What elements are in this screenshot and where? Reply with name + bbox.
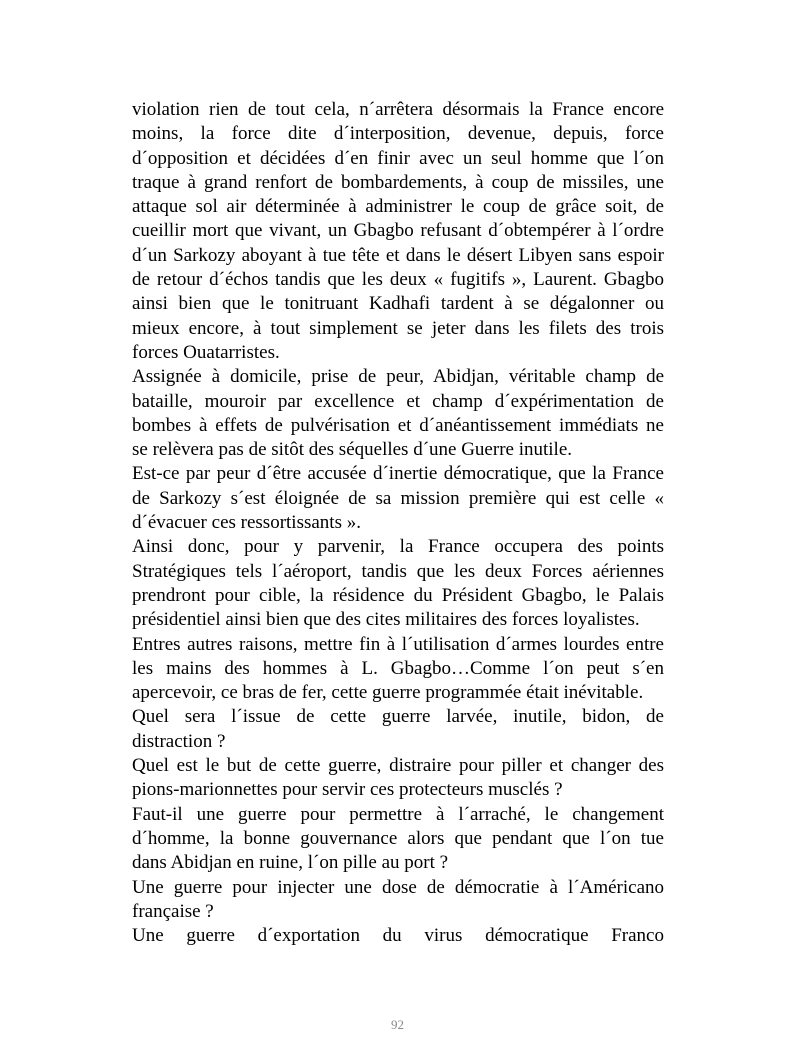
text-line: attaque sol air déterminée à administrer le coup de grâce soit, de — [132, 196, 664, 218]
text-line: Assignée à domicile, prise de peur, Abidjan, véritable champ de — [132, 366, 664, 388]
text-line: moins, la force dite d´interposition, devenue, depuis, force — [132, 123, 664, 145]
text-line: Une guerre pour injecter une dose de démocratie à l´Américano — [132, 876, 664, 898]
paragraph — [132, 754, 664, 803]
text-line: apercevoir, ce bras de fer, cette guerre programmée était inévitable. — [132, 682, 644, 704]
text-line: les mains des hommes à L. Gbagbo…Comme l´on peut s´en — [132, 657, 664, 679]
text-line: pions-marionnettes pour servir ces protecteurs musclés ? — [132, 779, 563, 801]
text-line: de Sarkozy s´est éloignée de sa mission première qui est celle « — [132, 487, 664, 509]
text-line: Entres autres raisons, mettre fin à l´utilisation d´armes lourdes entre — [132, 633, 664, 655]
text-line: française ? — [132, 900, 214, 922]
text-line: traque à grand renfort de bombardements, à coup de missiles, une — [132, 171, 664, 193]
paragraph — [132, 633, 664, 706]
text-line: dans Abidjan en ruine, l´on pille au port ? — [132, 852, 449, 874]
text-line: bombes à effets de pulvérisation et d´anéantissement immédiats ne — [132, 414, 664, 436]
text-line: d´opposition et décidées d´en finir avec un seul homme que l´on — [132, 147, 664, 169]
paragraph — [132, 924, 664, 948]
text-line: Ainsi donc, pour y parvenir, la France occupera des points — [132, 536, 664, 558]
text-line: se relèvera pas de sitôt des séquelles d´une Guerre inutile. — [132, 439, 573, 461]
text-line: Une guerre d´exportation du virus démocratique Franco — [132, 925, 664, 947]
text-line: ainsi bien que le tonitruant Kadhafi tardent à se dégalonner ou — [132, 293, 664, 315]
text-line: cueillir mort que vivant, un Gbagbo refusant d´obtempérer à l´ordre — [132, 220, 664, 242]
paragraph — [132, 462, 664, 535]
text-line: d´un Sarkozy aboyant à tue tête et dans le désert Libyen sans espoir — [132, 244, 664, 266]
paragraph — [132, 705, 664, 754]
text-line: bataille, mouroir par excellence et champ d´expérimentation de — [132, 390, 664, 412]
page-number: 92 — [391, 1017, 404, 1032]
text-line: d´évacuer ces ressortissants ». — [132, 512, 361, 534]
text-line: prendront pour cible, la résidence du Président Gbagbo, le Palais — [132, 584, 664, 606]
text-line: Est-ce par peur d´être accusée d´inertie démocratique, que la France — [132, 463, 664, 485]
text-line: d´homme, la bonne gouvernance alors que pendant que l´on tue — [132, 827, 664, 849]
text-line: distraction ? — [132, 730, 226, 752]
text-line: de retour d´échos tandis que les deux « fugitifs », Laurent. Gbagbo — [132, 269, 664, 291]
paragraph — [132, 365, 664, 462]
text-line: violation rien de tout cela, n´arrêtera désormais la France encore — [132, 99, 664, 120]
text-line: présidentiel ainsi bien que des cites militaires des forces loyalistes. — [132, 609, 640, 631]
text-line: forces Ouatarristes. — [132, 341, 280, 363]
paragraph — [132, 876, 664, 925]
paragraph — [132, 803, 664, 876]
text-line: Stratégiques tels l´aéroport, tandis que les deux Forces aériennes — [132, 560, 664, 582]
text-line: Quel sera l´issue de cette guerre larvée, inutile, bidon, de — [132, 706, 664, 728]
text-line: Quel est le but de cette guerre, distraire pour piller et changer des — [132, 755, 664, 777]
text-line: Faut-il une guerre pour permettre à l´arraché, le changement — [132, 803, 664, 825]
paragraph — [132, 98, 664, 365]
paragraph — [132, 535, 664, 632]
page-body — [132, 98, 664, 948]
text-line: mieux encore, à tout simplement se jeter dans les filets des trois — [132, 317, 664, 339]
